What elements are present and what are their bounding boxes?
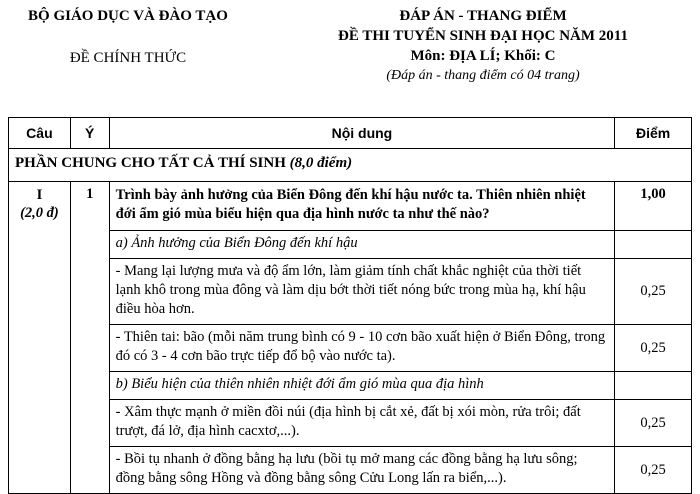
question-row xyxy=(9,182,692,231)
ministry-name: BỘ GIÁO DỤC VÀ ĐÀO TẠO xyxy=(28,8,228,24)
answer-point: - Bồi tụ nhanh ở đồng bằng hạ lưu (bồi tụ mở mang các đồng bằng hạ lưu sông; đồng bằng sông Hồng và đồng bằng sông Cửu Long lấn ra biển,...). xyxy=(110,447,615,494)
header-score: Điểm xyxy=(615,118,692,149)
table-header-row xyxy=(9,118,692,149)
item-number: 1 xyxy=(70,182,109,494)
table-row xyxy=(110,372,691,400)
header-cau: Câu xyxy=(9,118,71,149)
row-score: 0,25 xyxy=(615,447,692,494)
sub-heading-a: a) Ảnh hưởng của Biển Đông đến khí hậu xyxy=(115,235,358,251)
header-left xyxy=(8,6,248,68)
answer-point: - Thiên tai: bão (mỗi năm trung bình có 9 - 10 cơn bão xuất hiện ở Biển Đông, trong đó có 3 - 4 cơn bão trực tiếp đổ bộ vào nước ta). xyxy=(110,325,615,372)
question-number: I xyxy=(36,187,43,203)
question-points: (2,0 đ) xyxy=(20,205,59,221)
row-score: 0,25 xyxy=(615,259,692,325)
answer-rows-container xyxy=(9,231,692,494)
sub-heading-b: b) Biểu hiện của thiên nhiên nhiệt đới ẩm gió mùa qua địa hình xyxy=(110,372,615,400)
official-label: ĐỀ CHÍNH THỨC xyxy=(69,50,187,66)
row-score xyxy=(615,372,692,400)
row-score xyxy=(615,231,692,259)
question-score: 1,00 xyxy=(615,182,692,231)
table-row xyxy=(110,325,691,372)
answer-point: - Xâm thực mạnh ở miền đồi núi (địa hình bị cắt xẻ, đất bị xói mòn, rửa trôi; đất trượt, đá lở, địa hình cacxtơ,...). xyxy=(110,400,615,447)
question-prompt: Trình bày ảnh hưởng của Biển Đông đến khí hậu nước ta. Thiên nhiên nhiệt đới ẩm gió mùa biểu hiện qua địa hình nước ta như thế nào? xyxy=(109,182,615,231)
answer-table xyxy=(8,117,692,494)
page-count-note: (Đáp án - thang điểm có 04 trang) xyxy=(386,68,580,83)
section-title xyxy=(9,149,692,182)
row-score: 0,25 xyxy=(615,325,692,372)
document-title: ĐÁP ÁN - THANG ĐIỂM xyxy=(399,8,567,24)
section-title-text: PHẦN CHUNG CHO TẤT CẢ THÍ SINH xyxy=(15,155,286,171)
table-row xyxy=(110,447,691,494)
subject-line: Môn: ĐỊA LÍ; Khối: C xyxy=(410,48,556,64)
exam-title: ĐỀ THI TUYỂN SINH ĐẠI HỌC NĂM 2011 xyxy=(338,28,628,44)
table-row xyxy=(110,400,691,447)
row-score: 0,25 xyxy=(615,400,692,447)
answer-detail-table xyxy=(110,231,691,493)
answer-details xyxy=(109,231,691,494)
answer-point: - Mang lại lượng mưa và độ ẩm lớn, làm giảm tính chất khắc nghiệt của thời tiết lạnh khô trong mùa đông và làm dịu bớt thời tiết nóng bức trong mùa hạ, khí hậu điều hòa hơn. xyxy=(110,259,615,325)
header-content: Nội dung xyxy=(109,118,615,149)
table-row xyxy=(110,259,691,325)
table-row xyxy=(110,231,691,259)
section-row xyxy=(9,149,692,182)
question-number-cell xyxy=(9,182,71,494)
header-y: Ý xyxy=(70,118,109,149)
header-right xyxy=(268,6,698,86)
section-points: (8,0 điểm) xyxy=(289,155,353,171)
